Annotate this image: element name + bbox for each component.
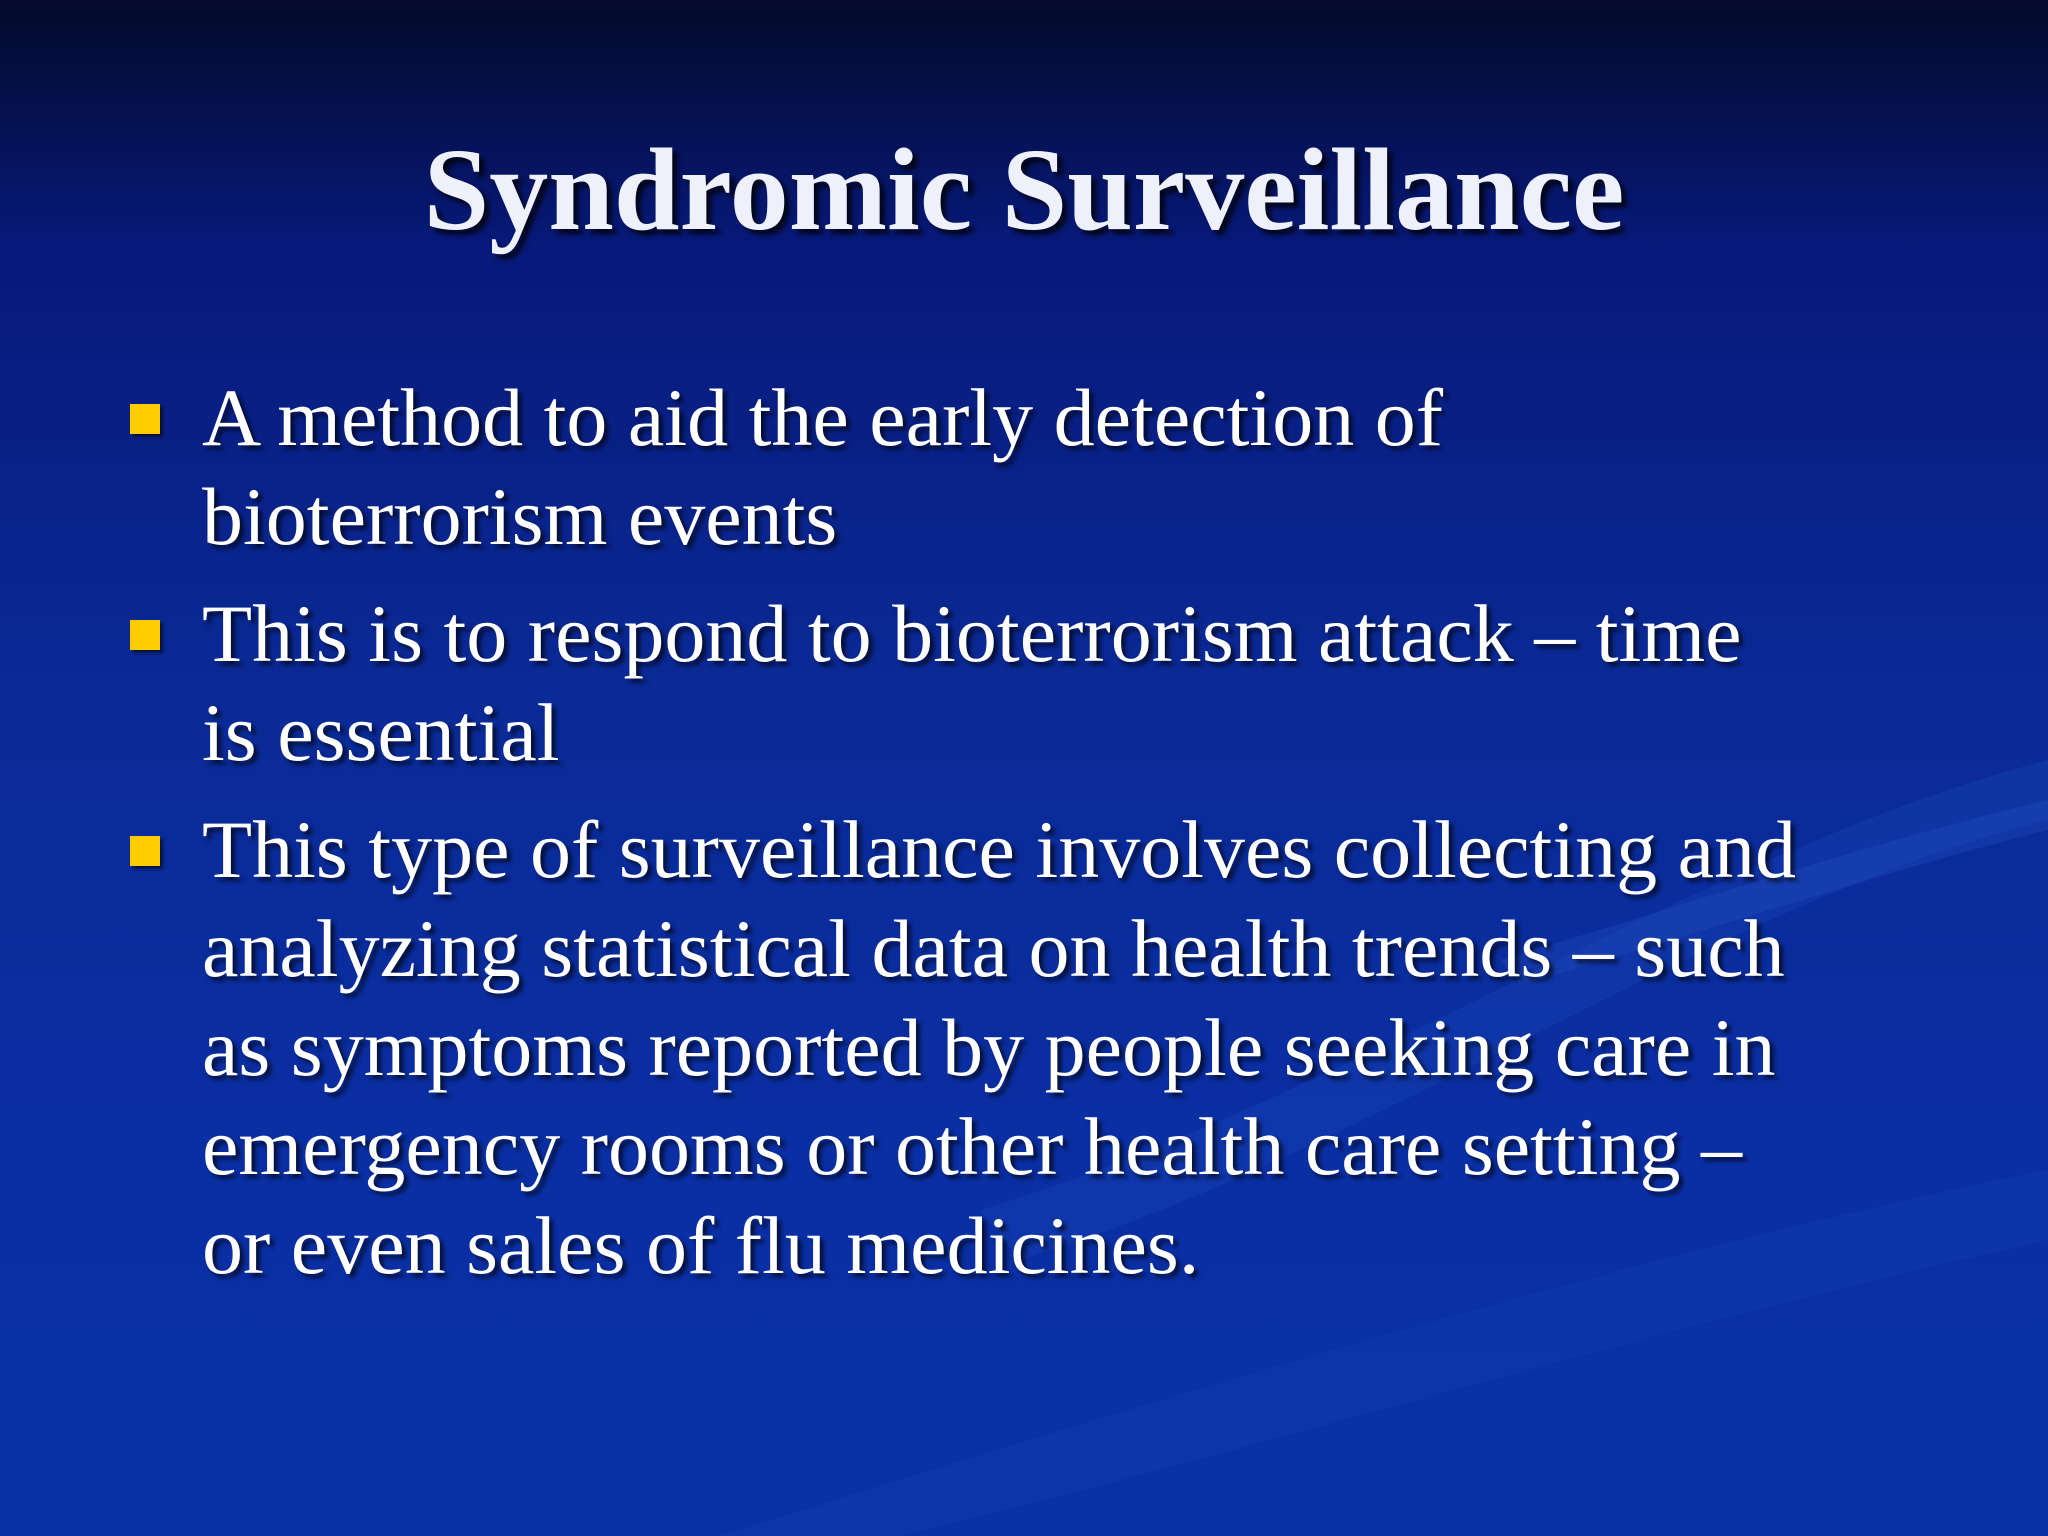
- bullet-line: bioterrorism events: [202, 471, 838, 562]
- bullet-line: as symptoms reported by people seeking care in: [202, 1002, 1776, 1093]
- square-bullet-icon: [130, 620, 160, 650]
- slide-title: Syndromic Surveillance: [423, 124, 1625, 255]
- bullet-line: or even sales of flu medicines.: [202, 1200, 1200, 1291]
- bullet-text: [202, 800, 1920, 1295]
- square-bullet-icon: [130, 404, 160, 434]
- square-bullet-icon: [130, 836, 160, 866]
- bullet-item: [120, 584, 1920, 782]
- bullet-text: [202, 584, 1920, 782]
- bullet-line: A method to aid the early detection of: [202, 372, 1444, 463]
- bullet-line: emergency rooms or other health care setting –: [202, 1101, 1742, 1192]
- bullet-line: This type of surveillance involves collecting and: [202, 804, 1796, 895]
- bullet-item: [120, 800, 1920, 1295]
- bullet-line: is essential: [202, 687, 560, 778]
- bullet-line: This is to respond to bioterrorism attack – time: [202, 588, 1742, 679]
- bullet-list: [120, 368, 1920, 1313]
- bullet-text: [202, 368, 1920, 566]
- bullet-line: analyzing statistical data on health trends – such: [202, 903, 1785, 994]
- bullet-item: [120, 368, 1920, 566]
